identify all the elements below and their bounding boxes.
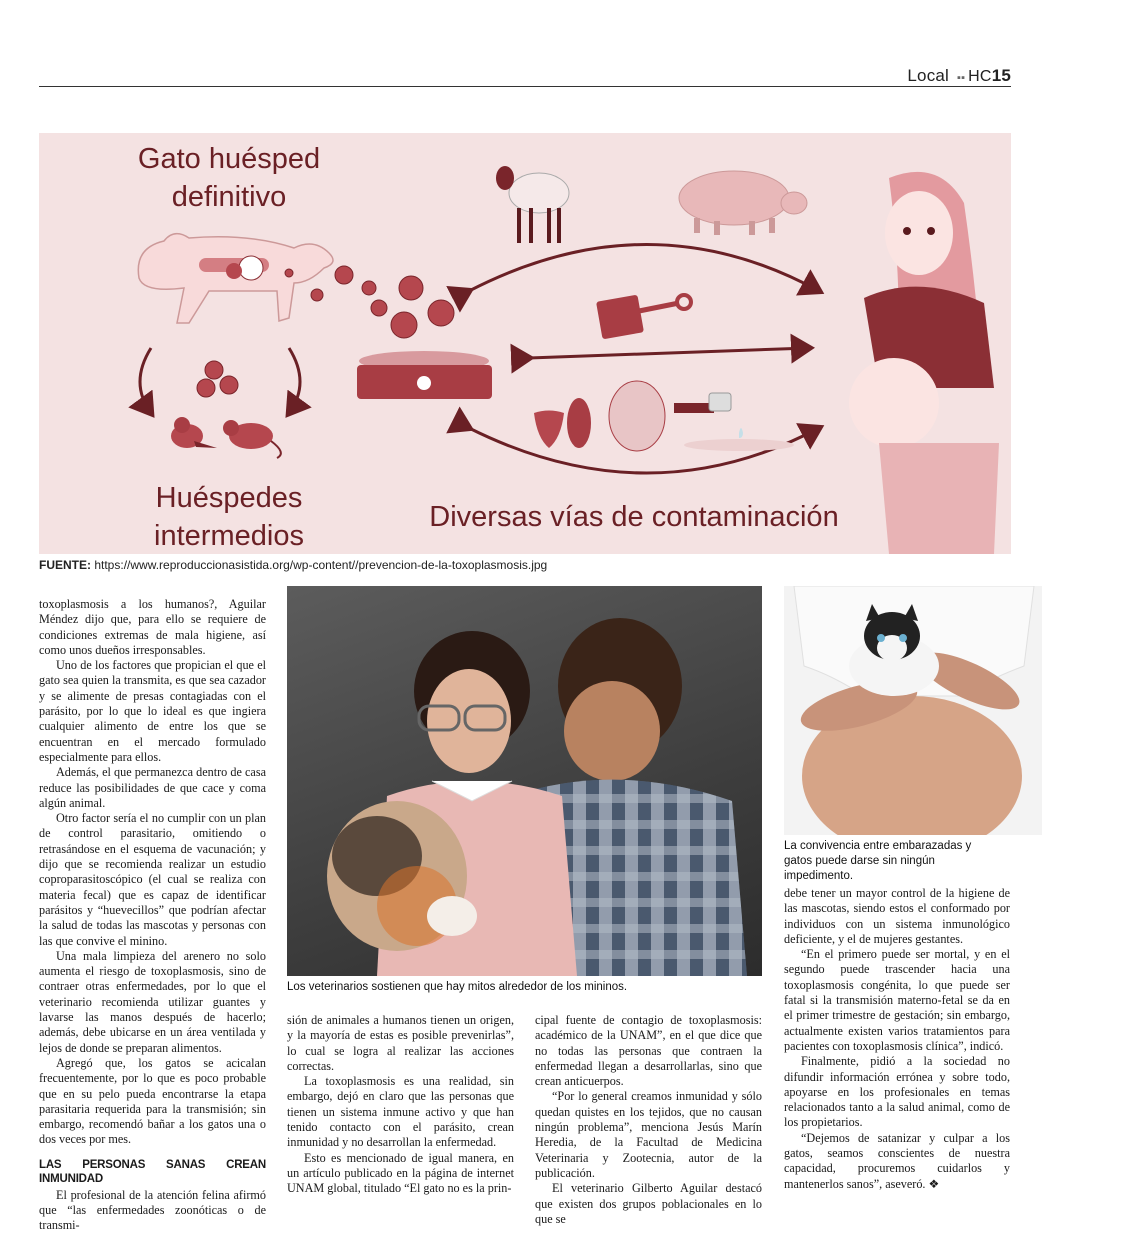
paragraph: “Por lo general creamos inmunidad y sólo quedan quistes en los tejidos, que no causan ningún problema”, menciona Jesús Marín Heredia, de la Facultad de Medicina Veterinaria y Zootecnia, autor de la publicación. bbox=[535, 1089, 762, 1180]
straight-arrow-icon bbox=[529, 348, 809, 358]
strawberry-icon bbox=[534, 411, 564, 449]
sheep-icon bbox=[496, 166, 569, 243]
pregnant-photo-caption: La convivencia entre embarazadas y gatos puede darse sin ningún impedimento. bbox=[784, 840, 972, 882]
paragraph: Además, el que permanezca dentro de casa reduce las posibilidades de que cace y coma algún animal. bbox=[39, 765, 266, 810]
separator-dots-icon: ▪▪ bbox=[956, 72, 966, 84]
cycle-arrow-left-icon bbox=[140, 348, 151, 413]
cat-host-heading: Gato huésped definitivo bbox=[137, 143, 321, 213]
subheading: LAS PERSONAS SANAS CREAN INMUNIDAD bbox=[39, 1158, 266, 1185]
paragraph: toxoplasmosis a los humanos?, Aguilar Méndez dijo que, para ello se requiere de condiciones extremas de mala higiene, así como unos dueños irresponsables. bbox=[39, 597, 266, 657]
paragraph: “Dejemos de satanizar y culpar a los gatos, seamos conscientes de nuestra capacidad, procuremos cuidarlos y mantenerlos sanos”, aseveró. ❖ bbox=[784, 1130, 1010, 1191]
couple-with-cat-photo bbox=[287, 586, 762, 976]
article-column-1 bbox=[39, 597, 266, 1234]
spatula-icon bbox=[596, 295, 691, 340]
pregnant-woman-with-kitten-photo bbox=[784, 586, 1042, 835]
paragraph: debe tener un mayor control de la higiene de las mascotas, siendo estos el conformado por individuos con un sistema inmunológico deficiente, y el de mujeres gestantes. bbox=[784, 886, 1010, 946]
paragraph: La toxoplasmosis es una realidad, sin embargo, dejó en claro que las personas que tienen un sistema inmune activo y que han tenido contacto con el parásito, crean inmunidad y no desarrollan la enfermedad. bbox=[287, 1074, 514, 1150]
paragraph: Una mala limpieza del arenero no solo aumenta el riesgo de toxoplasmosis, sino de contraer otras enfermedades, por lo que el veterinario recomienda utilizar guantes y lavarse las manos después de hacerlo; además, debe ubicarse en un área ventilada y lejos de donde se preparan alimentos. bbox=[39, 948, 266, 1055]
corn-icon bbox=[567, 398, 591, 448]
paragraph: sión de animales a humanos tienen un origen, y la mayoría de estas es posible prevenirlas”, lo cual se logra al realizar las acciones correctas. bbox=[287, 1013, 514, 1073]
arc-arrow-top-icon bbox=[469, 245, 819, 292]
litter-box-icon bbox=[357, 351, 492, 399]
source-line bbox=[39, 558, 547, 572]
couple-photo-illustration bbox=[287, 586, 762, 976]
article-column-4 bbox=[784, 886, 1010, 1192]
contamination-routes-heading: Diversas vías de contaminación bbox=[429, 501, 839, 533]
bird-icon bbox=[171, 417, 217, 448]
couple-photo-caption: Los veterinarios sostienen que hay mitos alrededor de los mininos. bbox=[287, 981, 628, 993]
section-name: Local bbox=[907, 66, 950, 85]
paragraph: El veterinario Gilberto Aguilar destacó que existen dos grupos poblacionales en lo que se bbox=[535, 1181, 762, 1226]
faucet-icon bbox=[674, 393, 794, 451]
paragraph: El profesional de la atención felina afirmó que “las enfermedades zoonóticas o de transmi- bbox=[39, 1187, 266, 1233]
paragraph: Finalmente, pidió a la sociedad no difundir información errónea y sobre todo, apoyarse en los profesionales en temas relacionados tanto a la salud animal, como de los propietarios. bbox=[784, 1054, 1010, 1130]
section-header bbox=[907, 66, 1011, 86]
article-column-3 bbox=[535, 1013, 762, 1227]
mouse-icon bbox=[223, 420, 281, 458]
header-rule bbox=[39, 86, 1011, 87]
cat-icon bbox=[138, 234, 333, 323]
paragraph: Uno de los factores que propician el que el gato sea quien la transmita, es que sea cazador y se alimente de presas contagiadas con el parásito, por lo que lo ideal es que ingiera cualquier alimento de entre los que se encuentran en el mercado formulado especialmente para ellos. bbox=[39, 658, 266, 764]
paragraph: Agregó que, los gatos se acicalan frecuentemente, por lo que es poco probable que en su pelo pueda encontrarse la etapa parasitaria requerida para la transmisión; sin embargo, recomendó bañar a los gatos una o dos veces por mes. bbox=[39, 1055, 266, 1147]
lettuce-icon bbox=[609, 381, 665, 451]
toxoplasmosis-infographic bbox=[39, 133, 1011, 554]
page-number: 15 bbox=[991, 66, 1011, 85]
pig-icon bbox=[679, 171, 807, 235]
source-url: https://www.reproduccionasistida.org/wp-content//prevencion-de-la-toxoplasmosis.jpg bbox=[94, 558, 548, 572]
intermediate-hosts-heading: Huéspedes intermedios bbox=[154, 482, 304, 552]
article-column-2 bbox=[287, 1013, 514, 1197]
pregnant-photo-illustration bbox=[784, 586, 1042, 835]
paragraph: cipal fuente de contagio de toxoplasmosis: académico de la UNAM”, en el que dice que no todas las personas que contraen la enfermedad llegan a desarrollarlas, sino que crean anticuerpos. bbox=[535, 1013, 762, 1089]
pregnant-woman-icon bbox=[849, 172, 999, 554]
parasite-cluster-icon bbox=[197, 361, 238, 397]
paragraph: “En el primero puede ser mortal, y en el segundo puede trascender hacia una toxoplasmosis congénita, lo que puede ser fatal si la transmisión materno-fetal se da en el primer trimestre de gestación; sin embargo, actualmente existen varios tratamientos para pacientes con toxoplasmosis clínica”, indicó. bbox=[784, 947, 1010, 1053]
cycle-arrow-right-icon bbox=[289, 348, 300, 413]
source-label: FUENTE: bbox=[39, 558, 91, 572]
paragraph: Otro factor sería el no cumplir con un plan de control parasitario, omitiendo o retrasándose en el esquema de vacunación; y dijo que se recomienda realizar un estudio coproparasitoscópico (el cual se realiza con materia fecal) que es capaz de identificar parásitos y “huevecillos” que podrían afectar la salud de todas las mascotas y personas con las que convive el minino. bbox=[39, 811, 266, 948]
brand-logo: HC bbox=[968, 68, 992, 85]
paragraph: Esto es mencionado de igual manera, en un artículo publicado en la página de internet UNAM global, titulado “El gato no es la prin- bbox=[287, 1150, 514, 1196]
